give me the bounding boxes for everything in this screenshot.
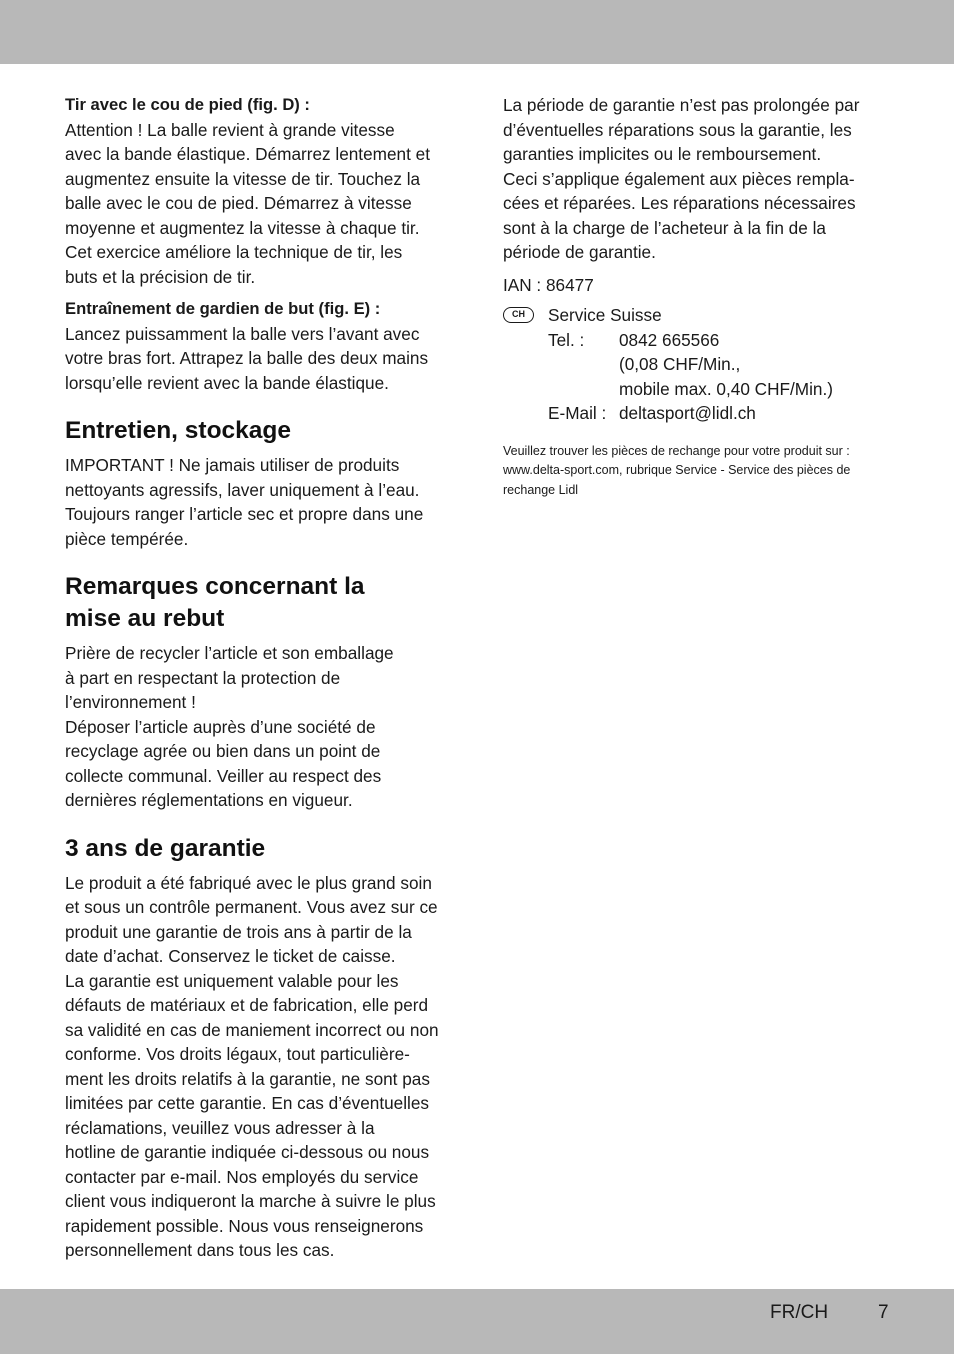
ch-country-badge-icon: CH xyxy=(503,307,534,323)
text-line: dernières réglementations en vigueur. xyxy=(65,790,353,810)
text-line: client vous indiqueront la marche à suivre le plus xyxy=(65,1191,436,1211)
spare-parts-note xyxy=(503,442,895,501)
price-line: (0,08 CHF/Min., xyxy=(619,354,741,374)
price-row xyxy=(548,352,895,377)
ian-number: IAN : 86477 xyxy=(503,274,594,295)
text-line: augmentez ensuite la vitesse de tir. Touchez la xyxy=(65,168,421,189)
tel-label: Tel. : xyxy=(548,329,585,350)
text-line: personnellement dans tous les cas. xyxy=(65,1240,335,1260)
text-line: Cet exercice améliore la technique de tir, les xyxy=(65,242,403,262)
left-column xyxy=(65,93,457,1263)
shot-section xyxy=(65,93,457,289)
text-line: sa validité en cas de maniement incorrect ou non xyxy=(65,1019,439,1040)
disposal-heading-line: mise au rebut xyxy=(65,605,225,632)
text-line: réclamations, veuillez vous adresser à la xyxy=(65,1117,375,1138)
maintenance-heading: Entretien, stockage xyxy=(65,417,292,444)
text-line: rechange Lidl xyxy=(503,483,579,498)
tel-value: 0842 665566 xyxy=(619,329,720,350)
text-line: IMPORTANT ! Ne jamais utiliser de produits xyxy=(65,455,400,475)
text-line: nettoyants agressifs, laver uniquement à l’eau. xyxy=(65,479,420,500)
right-column xyxy=(503,93,895,501)
email-row xyxy=(548,401,895,426)
warranty-heading: 3 ans de garantie xyxy=(65,834,266,862)
service-block xyxy=(503,303,895,426)
maintenance-body xyxy=(65,453,457,551)
text-line: votre bras fort. Attrapez la balle des deux mains xyxy=(65,348,429,368)
text-line: défauts de matériaux et de fabrication, elle perd xyxy=(65,995,429,1015)
text-line: Lancez puissamment la balle vers l’avant avec xyxy=(65,323,420,344)
text-line: lorsqu’elle revient avec la bande élastique. xyxy=(65,372,389,393)
text-line: sont à la charge de l’acheteur à la fin de la xyxy=(503,217,826,238)
text-line: www.delta-sport.com, rubrique Service - Service des pièces de xyxy=(503,463,851,478)
disposal-heading-line: Remarques concernant la xyxy=(65,573,365,600)
text-line: l’environnement ! xyxy=(65,692,196,712)
header-band xyxy=(0,0,954,64)
text-line: d’éventuelles réparations sous la garantie, les xyxy=(503,119,852,140)
text-line: limitées par cette garantie. En cas d’éventuelles xyxy=(65,1093,430,1113)
text-line: collecte communal. Veiller au respect des xyxy=(65,765,382,786)
email-value: deltasport@lidl.ch xyxy=(619,403,756,423)
text-line: moyenne et augmentez la vitesse à chaque tir. xyxy=(65,217,420,238)
text-line: produit une garantie de trois ans à partir de la xyxy=(65,921,412,942)
text-line: Attention ! La balle revient à grande vitesse xyxy=(65,119,395,140)
text-line: La période de garantie n’est pas prolongée par xyxy=(503,95,860,115)
text-line: avec la bande élastique. Démarrez lentement et xyxy=(65,144,430,164)
warranty-body xyxy=(65,871,457,1263)
text-line: Déposer l’article auprès d’une société de xyxy=(65,716,376,737)
text-line: pièce tempérée. xyxy=(65,528,189,549)
text-line: balle avec le cou de pied. Démarrez à vitesse xyxy=(65,193,412,213)
service-name: Service Suisse xyxy=(548,305,662,325)
goalkeeper-subheading: Entraînement de gardien de but (fig. E) : xyxy=(65,299,381,318)
text-line: La garantie est uniquement valable pour les xyxy=(65,970,399,991)
text-line: rapidement possible. Nous vous renseignerons xyxy=(65,1215,424,1236)
footer-language: FR/CH xyxy=(770,1302,829,1323)
text-line: Ceci s’applique également aux pièces rempla- xyxy=(503,168,855,189)
price-line: mobile max. 0,40 CHF/Min.) xyxy=(619,378,833,399)
text-line: date d’achat. Conservez le ticket de caisse. xyxy=(65,946,396,966)
text-line: recyclage agrée ou bien dans un point de xyxy=(65,741,381,761)
page-number: 7 xyxy=(878,1302,889,1323)
tel-row xyxy=(548,328,895,353)
text-line: ment les droits relatifs à la garantie, ne sont pas xyxy=(65,1068,430,1089)
text-line: Toujours ranger l’article sec et propre dans une xyxy=(65,504,424,524)
text-line: buts et la précision de tir. xyxy=(65,266,256,287)
text-line: conforme. Vos droits légaux, tout particulière- xyxy=(65,1044,410,1064)
text-line: et sous un contrôle permanent. Vous avez sur ce xyxy=(65,897,438,917)
text-line: cées et réparées. Les réparations nécessaires xyxy=(503,193,856,213)
email-label: E-Mail : xyxy=(548,403,607,423)
text-line: période de garantie. xyxy=(503,242,656,262)
text-line: Prière de recycler l’article et son emballage xyxy=(65,643,394,663)
text-line: à part en respectant la protection de xyxy=(65,667,341,688)
text-line: hotline de garantie indiquée ci-dessous ou nous xyxy=(65,1142,430,1162)
text-line: Veuillez trouver les pièces de rechange pour votre produit sur : xyxy=(503,443,850,458)
price-row xyxy=(548,377,895,402)
text-line: Le produit a été fabriqué avec le plus grand soin xyxy=(65,872,432,893)
shot-subheading: Tir avec le cou de pied (fig. D) : xyxy=(65,95,310,114)
disposal-body xyxy=(65,641,457,813)
warranty-continued xyxy=(503,93,895,265)
goalkeeper-section xyxy=(65,297,457,395)
text-line: garanties implicites ou le remboursement. xyxy=(503,144,822,164)
disposal-heading xyxy=(65,571,457,635)
text-line: contacter par e-mail. Nos employés du service xyxy=(65,1166,419,1187)
